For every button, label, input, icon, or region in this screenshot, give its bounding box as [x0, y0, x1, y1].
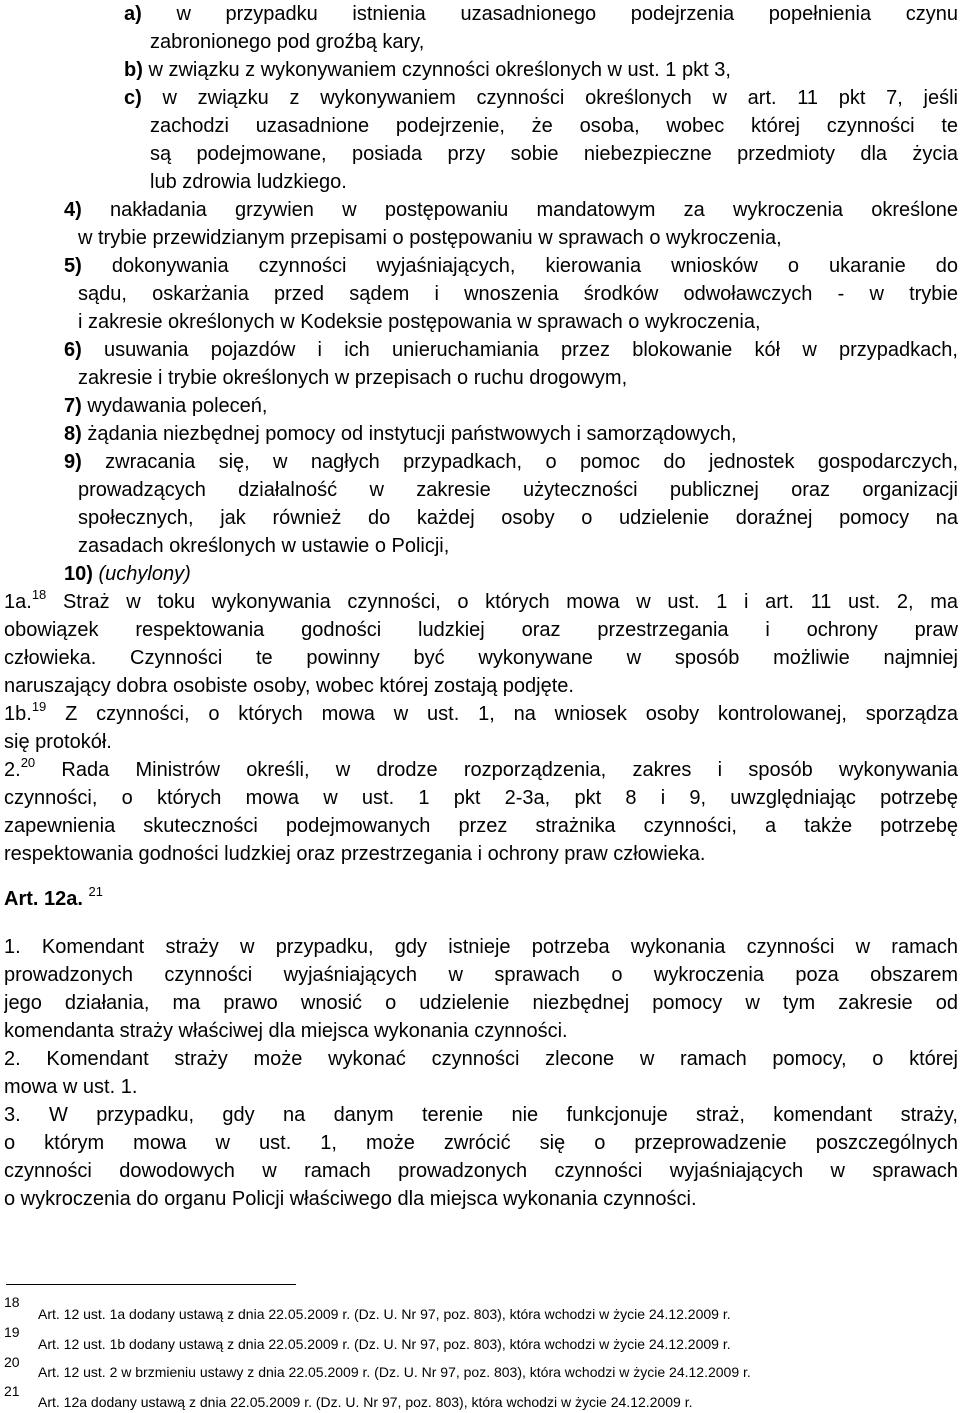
- art12a-ust3-line-2: o którym mowa w ust. 1, może zwrócić się o przeprowadzenie poszczególnych: [4, 1132, 958, 1154]
- section-2-line-4: respektowania godności ludzkiej oraz przestrzegania i ochrony praw człowieka.: [4, 843, 706, 865]
- footnote-ref-19: 19: [31, 700, 47, 714]
- article-12a-heading: Art. 12a. $^{21}$: [4, 884, 103, 910]
- point-9-line-4: zasadach określonych w ustawie o Policji,: [78, 535, 450, 557]
- point-9-line-2: prowadzących działalność w zakresie użyteczności publicznej oraz organizacji: [78, 479, 958, 501]
- section-1b-line-1: 1b.$^{19}$ Z czynności, o których mowa w ust. 1, na wniosek osoby kontrolowanej, sporządza: [4, 700, 958, 725]
- item-c-line-3: są podejmowane, posiada przy sobie niebezpieczne przedmioty dla życia: [150, 143, 958, 165]
- art12a-ust2-line-1: 2. Komendant straży może wykonać czynności zlecone w ramach pomocy, o której: [4, 1048, 958, 1070]
- art12a-ust1-line-3: jego działania, ma prawo wnosić o udzielenie niezbędnej pomocy w tym zakresie od: [4, 992, 958, 1014]
- art12a-ust3-line-1: 3. W przypadku, gdy na danym terenie nie funkcjonuje straż, komendant straży,: [4, 1104, 958, 1126]
- section-2-line-2: czynności, o których mowa w ust. 1 pkt 2-3a, pkt 8 i 9, uwzględniając potrzebę: [4, 787, 958, 809]
- footnote-ref-21: 21: [88, 884, 103, 899]
- point-6-line-2: zakresie i trybie określonych w przepisach o ruchu drogowym,: [78, 367, 628, 389]
- point-4-line-2: w trybie przewidzianym przepisami o postępowaniu w sprawach o wykroczenia,: [78, 227, 782, 249]
- point-8-line-1: 8) żądania niezbędnej pomocy od instytucji państwowych i samorządowych,: [64, 423, 737, 445]
- footnote-number-20: 20: [4, 1354, 20, 1370]
- footnote-number-21: 21: [4, 1383, 20, 1399]
- item-b-line-1: b) w związku z wykonywaniem czynności określonych w ust. 1 pkt 3,: [124, 59, 731, 81]
- point-5-line-2: sądu, oskarżania przed sądem i wnoszenia środków odwoławczych - w trybie: [78, 283, 958, 305]
- point-10-line-1: 10) (uchylony): [64, 563, 191, 585]
- point-5-line-1: 5) dokonywania czynności wyjaśniających, kierowania wniosków o ukaranie do: [64, 255, 958, 277]
- section-2-line-3: zapewnienia skuteczności podejmowanych przez strażnika czynności, a także potrzebę: [4, 815, 958, 837]
- footnote-number-18: 18: [4, 1294, 20, 1310]
- footnote-text-19: Art. 12 ust. 1b dodany ustawą z dnia 22.05.2009 r. (Dz. U. Nr 97, poz. 803), która wchodzi w życie 24.12.2009 r.: [38, 1336, 731, 1352]
- section-1a-line-3: człowieka. Czynności te powinny być wykonywane w sposób możliwie najmniej: [4, 647, 958, 669]
- item-c-line-1: c) w związku z wykonywaniem czynności określonych w art. 11 pkt 7, jeśli: [124, 87, 958, 109]
- item-a-line-2: zabronionego pod groźbą kary,: [150, 31, 425, 53]
- footnote-ref-20: 20: [20, 756, 36, 770]
- art12a-ust1-line-4: komendanta straży właściwej dla miejsca wykonania czynności.: [4, 1020, 568, 1042]
- footnote-number-19: 19: [4, 1324, 20, 1340]
- art12a-ust1-line-1: 1. Komendant straży w przypadku, gdy istnieje potrzeba wykonania czynności w ramach: [4, 936, 958, 958]
- section-1b-line-2: się protokół.: [4, 731, 112, 753]
- section-1a-line-4: naruszający dobra osobiste osoby, wobec której zostają podjęte.: [4, 675, 574, 697]
- art12a-ust3-line-3: czynności dowodowych w ramach prowadzonych czynności wyjaśniających w sprawach: [4, 1160, 958, 1182]
- point-9-line-1: 9) zwracania się, w nagłych przypadkach, o pomoc do jednostek gospodarczych,: [64, 451, 958, 473]
- point-7-line-1: 7) wydawania poleceń,: [64, 395, 268, 417]
- footnote-text-18: Art. 12 ust. 1a dodany ustawą z dnia 22.05.2009 r. (Dz. U. Nr 97, poz. 803), która wchodzi w życie 24.12.2009 r.: [38, 1306, 731, 1322]
- point-9-line-3: społecznych, jak również do każdej osoby o udzielenie doraźnej pomocy na: [78, 507, 958, 529]
- section-2-line-1: 2.20 Rada Ministrów określi, w drodze rozporządzenia, zakres i sposób wykonywania: [4, 756, 958, 781]
- art12a-ust2-line-2: mowa w ust. 1.: [4, 1076, 138, 1098]
- art12a-ust1-line-2: prowadzonych czynności wyjaśniających w sprawach o wykroczenia poza obszarem: [4, 964, 958, 986]
- point-4-line-1: 4) nakładania grzywien w postępowaniu mandatowym za wykroczenia określone: [64, 199, 958, 221]
- item-c-line-2: zachodzi uzasadnione podejrzenie, że osoba, wobec której czynności te: [150, 115, 958, 137]
- point-6-line-1: 6) usuwania pojazdów i ich unieruchamiania przez blokowanie kół w przypadkach,: [64, 339, 958, 361]
- item-c-line-4: lub zdrowia ludzkiego.: [150, 171, 347, 193]
- section-1a-line-1: 1a.$^{18}$ Straż w toku wykonywania czynności, o których mowa w ust. 1 i art. 11 ust. 2, ma: [4, 588, 958, 613]
- footnote-separator: [6, 1284, 296, 1285]
- art12a-ust3-line-4: o wykroczenia do organu Policji właściwego dla miejsca wykonania czynności.: [4, 1188, 697, 1210]
- footnote-text-20: Art. 12 ust. 2 w brzmieniu ustawy z dnia 22.05.2009 r. (Dz. U. Nr 97, poz. 803), która wchodzi w życie 24.12.2009 r.: [38, 1364, 751, 1380]
- section-1a-line-2: obowiązek respektowania godności ludzkiej oraz przestrzegania i ochrony praw: [4, 619, 958, 641]
- footnote-ref-18: 18: [31, 588, 47, 602]
- item-a-line-1: a) w przypadku istnienia uzasadnionego podejrzenia popełnienia czynu: [124, 3, 958, 25]
- footnote-text-21: Art. 12a dodany ustawą z dnia 22.05.2009 r. (Dz. U. Nr 97, poz. 803), która wchodzi w życie 24.12.2009 r.: [38, 1394, 693, 1410]
- point-5-line-3: i zakresie określonych w Kodeksie postępowania w sprawach o wykroczenia,: [78, 311, 761, 333]
